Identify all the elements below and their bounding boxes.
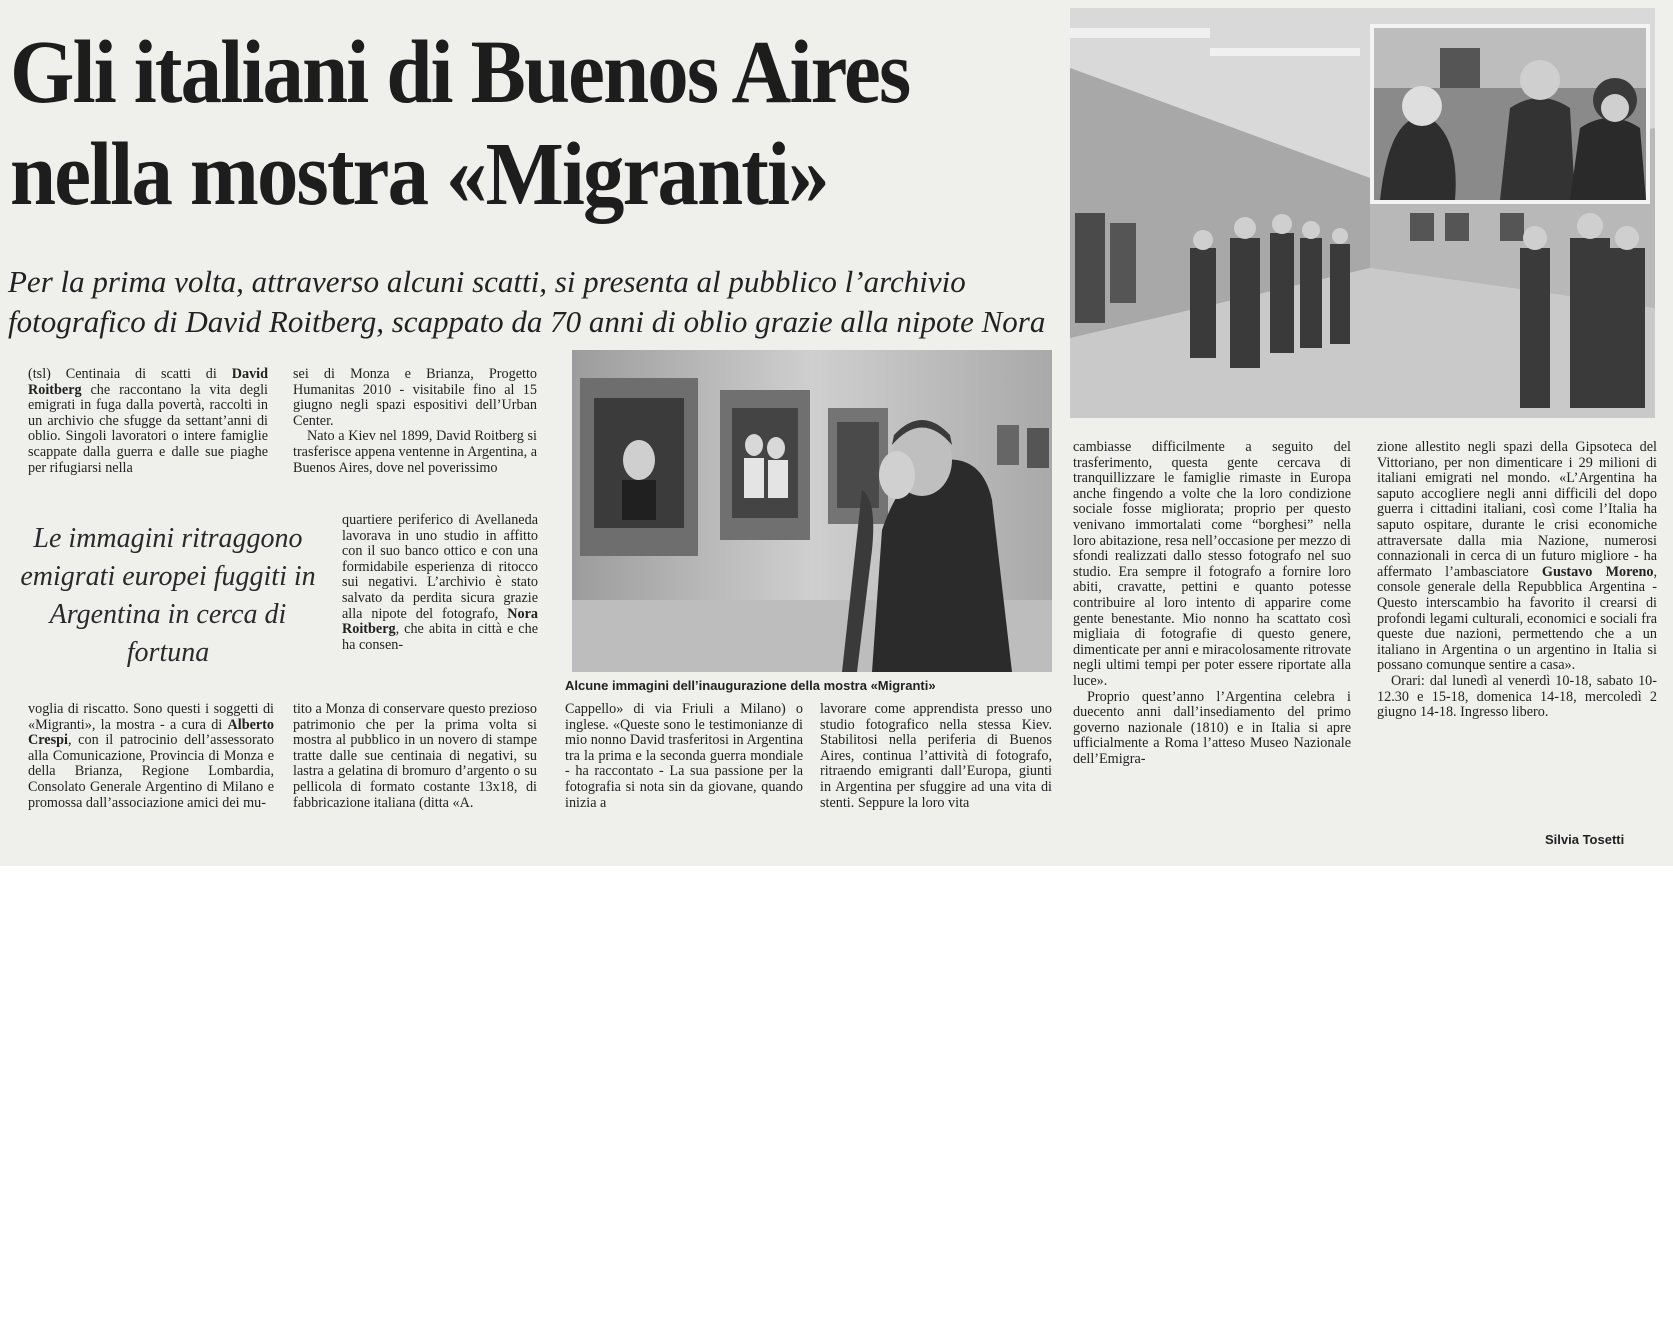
paragraph bbox=[28, 702, 274, 811]
text-run: zione allestito negli spazi della Gipsoteca del Vittoriano, per non dimenticare i 29 milioni di italiani emigrati nel mondo. «L’Argentina ha saputo accogliere negli anni difficili del dopo guerra i cittadini italiani, così come l’Italia ha saputo ospitare, durante le crisi economiche attraversate dalla mia Nazione, numerosi connazionali in cerca di un futuro migliore - ha affermato l’ambasciatore bbox=[1377, 439, 1657, 580]
text-run: quartiere periferico di Avellaneda lavorava in uno studio in affitto con il suo banco ottico e con una formidabile esperienza di ritocco sui negativi. L’archivio è stato salvato da perdita sicura grazie alla nipote del fotografo, bbox=[342, 512, 538, 622]
column-2-bottom bbox=[293, 702, 537, 811]
text-run: , con il patrocinio dell’assessorato alla Comunicazione, Provincia di Monza e della Brianza, Regione Lombardia, Consolato Generale Argentino di Milano e promossa dall’associazione amici dei mu- bbox=[28, 732, 274, 811]
column-5 bbox=[1073, 440, 1351, 767]
paragraph: lavorare come apprendista presso uno studio fotografico nella stessa Kiev. Stabilitosi nella periferia di Buenos Aires, continua l’attività di fotografo, ritraendo emigranti dall’Europa, giunti in Argentina per sfuggire ad una vita di stenti. Seppure la loro vita bbox=[820, 701, 1052, 811]
photo-caption: Alcune immagini dell’inaugurazione della mostra «Migranti» bbox=[565, 678, 936, 693]
paragraph: cambiasse difficilmente a seguito del trasferimento, questa gente cercava di tranquillizzare le famiglie rimaste in Europa anche fingendo a volte che la loro condizione sociale fosse migliorata; proprio per questo venivano immortalati come “borghesi” nella loro abitazione, resa nell’occasione per mezzo di sfondi realizzati dallo stesso fotografo nel suo studio. Era sempre il fotografo a fornire loro abiti, cravatte, pettini e quanto potesse contribuire al loro intento di apparire come gente benestante. Mio nonno ha scattato così migliaia di fotografie di questo genere, dimenticate per anni e miracolosamente ritrovate negli ultimi tempi per poter essere riportate alla luce». bbox=[1073, 439, 1351, 689]
person-name: Alberto Crespi bbox=[28, 716, 274, 749]
column-4 bbox=[820, 702, 1052, 811]
text-run: (tsl) Centinaia di scatti di bbox=[28, 366, 232, 382]
person-name: David Roitberg bbox=[28, 366, 268, 398]
paragraph bbox=[1377, 440, 1657, 674]
text-run: che raccontano la vita degli emigrati in fuga dalla povertà, raccolti in un archivio che sfugge da settant’anni di oblio. Singoli lavoratori o intere famiglie scappate dalla guerra e dalle sue piaghe per rifugiarsi nella bbox=[28, 381, 268, 476]
exhibition-photo-right-image bbox=[1070, 8, 1655, 418]
paragraph: Cappello» di via Friuli a Milano) o inglese. «Queste sono le testimonianze di mio nonno David trasferitosi in Argentina tra la prima e la seconda guerra mondiale - ha raccontato - La sua passione per la fotografia si nota sin da giovane, quando inizia a bbox=[565, 701, 803, 811]
byline: Silvia Tosetti bbox=[1545, 832, 1625, 847]
exhibition-photo-right bbox=[1070, 8, 1655, 418]
exhibition-photo-center bbox=[572, 350, 1052, 672]
paragraph: tito a Monza di conservare questo prezioso patrimonio che per la prima volta si mostra al pubblico in un novero di stampe tratte dalle sue centinaia di negativi, su lastra a gelatina di bromuro d’argento o su pellicola di formato costante 13x18, di fabbricazione italiana (ditta «A. bbox=[293, 701, 537, 811]
exhibition-photo-center-image bbox=[572, 350, 1052, 672]
column-3 bbox=[565, 702, 803, 811]
paragraph: sei di Monza e Brianza, Progetto Humanitas 2010 - visitabile fino al 15 giugno negli spazi espositivi dell’Urban Center. bbox=[293, 366, 537, 429]
paragraph: Orari: dal lunedì al venerdì 10-18, sabato 10-12.30 e 15-18, domenica 14-18, mercoledì 2 giugno 14-18. Ingresso libero. bbox=[1377, 672, 1657, 721]
text-run: voglia di riscatto. Sono questi i soggetti di «Migranti», la mostra - a cura di bbox=[28, 701, 274, 733]
text-run: , che abita in città e che ha consen- bbox=[342, 621, 538, 653]
paragraph bbox=[342, 513, 538, 653]
column-1-bottom bbox=[28, 702, 274, 811]
column-2-top bbox=[293, 367, 537, 476]
subheadline: Per la prima volta, attraverso alcuni scatti, si presenta al pubblico l’archivio fotografico di David Roitberg, scappato da 70 anni di oblio grazie alla nipote Nora bbox=[8, 264, 1046, 339]
headline bbox=[10, 22, 985, 226]
paragraph bbox=[28, 367, 268, 476]
text-run: , console generale della Repubblica Argentina - Questo interscambio ha favorito il crearsi di profondi legami culturali, economici e sociali fra queste due nazioni, permettendo che a un italiano in Argentina o un argentino in Italia si possano comunque sentire a casa». bbox=[1377, 563, 1657, 674]
headline-line-2: nella mostra «Migranti» bbox=[10, 125, 828, 224]
column-1-top bbox=[28, 367, 268, 476]
person-name: Nora Roitberg bbox=[342, 605, 538, 638]
paragraph: Nato a Kiev nel 1899, David Roitberg si trasferisce appena ventenne in Argentina, a Buenos Aires, dove nel poverissimo bbox=[293, 428, 537, 476]
paragraph: Proprio quest’anno l’Argentina celebra i duecento anni dall’insediamento del primo governo nazionale (1810) e in Italia si apre ufficialmente a Roma l’atteso Museo Nazionale dell’Emigra- bbox=[1073, 688, 1351, 767]
column-6 bbox=[1377, 440, 1657, 721]
pull-quote: Le immagini ritraggono emigrati europei fuggiti in Argentina in cerca di fortuna bbox=[20, 523, 316, 668]
headline-line-1: Gli italiani di Buenos Aires bbox=[10, 23, 910, 122]
column-2-middle bbox=[342, 513, 538, 653]
person-name: Gustavo Moreno bbox=[1541, 563, 1654, 580]
